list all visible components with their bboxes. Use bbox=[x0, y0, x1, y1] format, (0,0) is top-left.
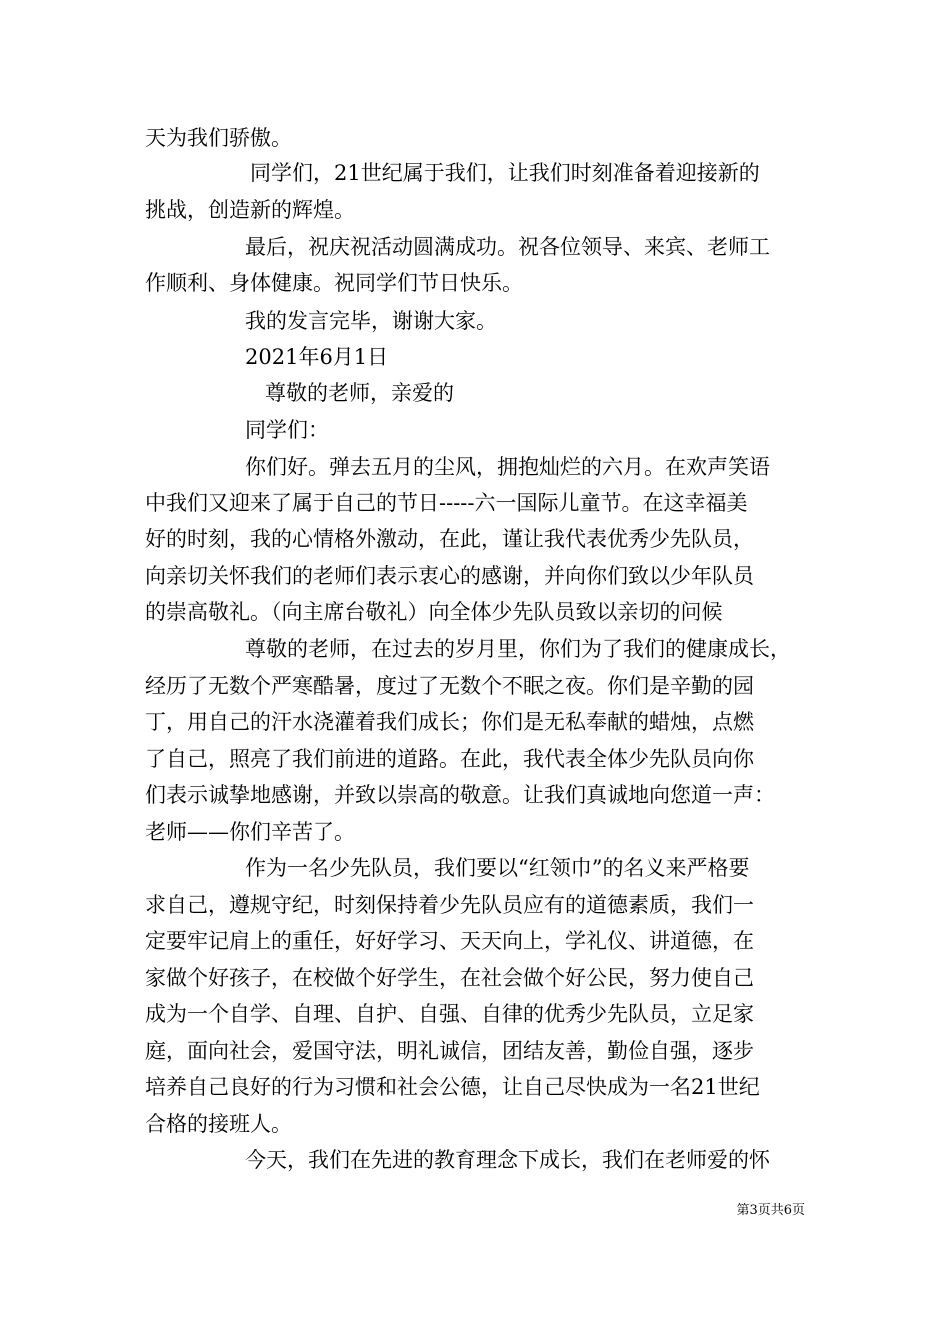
page-number-footer: 第3页共6页 bbox=[736, 1203, 805, 1218]
text-line: 经历了无数个严寒酷暑，度过了无数个不眠之夜。你们是辛勤的园 bbox=[145, 674, 754, 698]
text-line: 我的发言完毕，谢谢大家。 bbox=[245, 309, 497, 333]
text-line: 庭，面向社会，爱国守法，明礼诚信，团结友善，勤俭自强，逐步 bbox=[145, 1039, 754, 1063]
text-line: 向亲切关怀我们的老师们表示衷心的感谢，并向你们致以少年队员 bbox=[145, 564, 754, 588]
text-line: 你们好。弹去五月的尘风，拥抱灿烂的六月。在欢声笑语 bbox=[245, 455, 770, 479]
text-line: 作顺利、身体健康。祝同学们节日快乐。 bbox=[145, 271, 523, 295]
text-line: 们表示诚挚地感谢，并致以崇高的敬意。让我们真诚地向您道一声： bbox=[145, 783, 775, 807]
text-line: 成为一个自学、自理、自护、自强、自律的优秀少先队员，立足家 bbox=[145, 1002, 754, 1026]
text-line: 的崇高敬礼。（向主席台敬礼）向全体少先队员致以亲切的问候 bbox=[145, 600, 723, 624]
text-line: 天为我们骄傲。 bbox=[145, 126, 292, 150]
text-line: 作为一名少先队员，我们要以“红领巾”的名义来严格要 bbox=[245, 856, 750, 880]
text-line: 好的时刻，我的心情格外激动，在此，谨让我代表优秀少先队员， bbox=[145, 527, 754, 551]
date-line: 2021年6月1日 bbox=[245, 345, 389, 369]
text-line: 求自己，遵规守纪，时刻保持着少先队员应有的道德素质，我们一 bbox=[145, 893, 754, 917]
text-line: 丁，用自己的汗水浇灌着我们成长；你们是无私奉献的蜡烛，点燃 bbox=[145, 710, 754, 734]
text-line: 今天，我们在先进的教育理念下成长，我们在老师爱的怀 bbox=[245, 1148, 770, 1172]
text-line: 挑战，创造新的辉煌。 bbox=[145, 198, 355, 222]
salutation-line: 同学们： bbox=[245, 418, 329, 442]
salutation-line: 尊敬的老师，亲爱的 bbox=[265, 381, 454, 405]
text-line: 合格的接班人。 bbox=[145, 1112, 292, 1136]
text-line: 定要牢记肩上的重任，好好学习、天天向上，学礼仪、讲道德，在 bbox=[145, 929, 754, 953]
text-line: 中我们又迎来了属于自己的节日-----六一国际儿童节。在这幸福美 bbox=[145, 491, 748, 515]
text-line: 了自己，照亮了我们前进的道路。在此，我代表全体少先队员向你 bbox=[145, 747, 754, 771]
text-line: 老师——你们辛苦了。 bbox=[145, 820, 355, 844]
text-line: 最后，祝庆祝活动圆满成功。祝各位领导、来宾、老师工 bbox=[245, 235, 770, 259]
text-line: 同学们，21世纪属于我们，让我们时刻准备着迎接新的 bbox=[250, 161, 760, 185]
text-line: 培养自己良好的行为习惯和社会公德，让自己尽快成为一名21世纪 bbox=[145, 1075, 760, 1099]
text-line: 尊敬的老师，在过去的岁月里，你们为了我们的健康成长， bbox=[245, 637, 791, 661]
text-line: 家做个好孩子，在校做个好学生，在社会做个好公民，努力使自己 bbox=[145, 966, 754, 990]
